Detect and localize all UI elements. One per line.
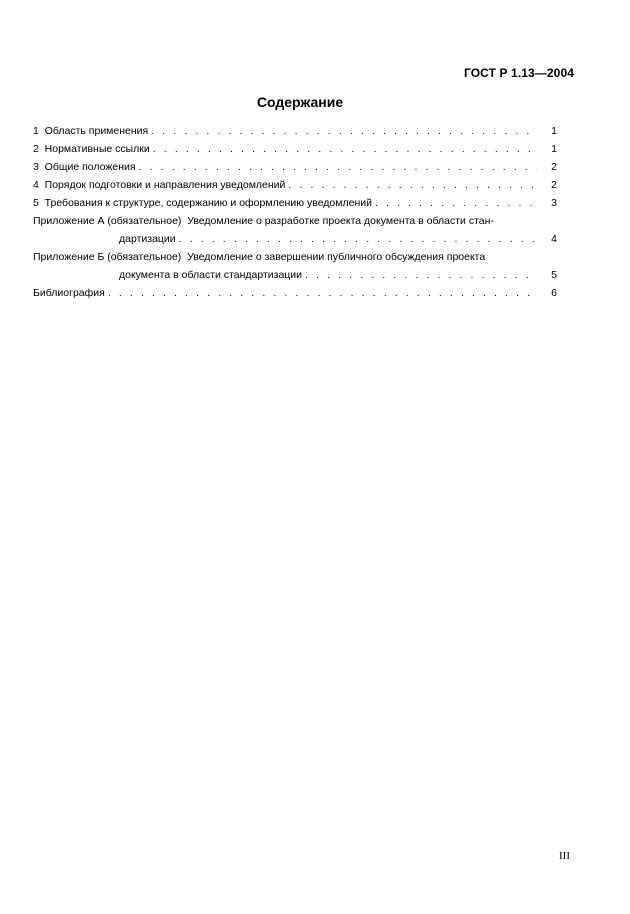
toc-item-page: 5 xyxy=(551,269,557,281)
page-title: Содержание xyxy=(256,94,344,110)
leader-dots xyxy=(139,158,537,176)
toc-item-page: 3 xyxy=(551,197,557,209)
toc-item-label-line1: Приложение А (обязательное) Уведомление о разработке проекта документа в области стан- xyxy=(33,215,494,227)
page-number: III xyxy=(559,850,570,862)
toc-item-page: 2 xyxy=(551,161,557,173)
toc-item-label: 3 Общие положения xyxy=(33,161,136,173)
toc-item-label-line2: документа в области стандартизации xyxy=(119,269,303,281)
toc-item-label-line1: Приложение Б (обязательное) Уведомление о завершении публичного обсуждения проекта xyxy=(33,251,486,263)
toc-item-page: 6 xyxy=(551,287,557,299)
toc-item-label: 1 Область применения xyxy=(33,125,149,137)
toc-item-references[interactable] xyxy=(33,140,557,158)
leader-dots xyxy=(151,122,537,140)
toc-item-label: 5 Требования к структуре, содержанию и оформлению уведомлений xyxy=(33,197,372,209)
leader-dots xyxy=(153,140,537,158)
toc-item-appendix-b[interactable] xyxy=(33,248,557,284)
toc-item-label: 2 Нормативные ссылки xyxy=(33,143,150,155)
toc-item-scope[interactable] xyxy=(33,122,557,140)
toc-item-page: 2 xyxy=(551,179,557,191)
leader-dots xyxy=(108,284,537,302)
leader-dots xyxy=(375,194,537,212)
toc-item-procedure[interactable] xyxy=(33,176,557,194)
toc-item-label: 4 Порядок подготовки и направления уведомлений xyxy=(33,179,286,191)
toc-item-requirements[interactable] xyxy=(33,194,557,212)
toc-item-page: 1 xyxy=(551,143,557,155)
leader-dots xyxy=(305,266,537,284)
toc-item-bibliography[interactable] xyxy=(33,284,557,302)
toc-item-general[interactable] xyxy=(33,158,557,176)
table-of-contents xyxy=(33,122,557,302)
toc-item-appendix-a[interactable] xyxy=(33,212,557,248)
toc-item-label: Библиография xyxy=(33,287,105,299)
leader-dots xyxy=(288,176,537,194)
toc-item-page: 1 xyxy=(551,125,557,137)
toc-item-page: 4 xyxy=(551,233,557,245)
leader-dots xyxy=(179,230,537,248)
document-code: ГОСТ Р 1.13—2004 xyxy=(464,66,574,80)
toc-item-label-line2: дартизации xyxy=(119,233,176,245)
